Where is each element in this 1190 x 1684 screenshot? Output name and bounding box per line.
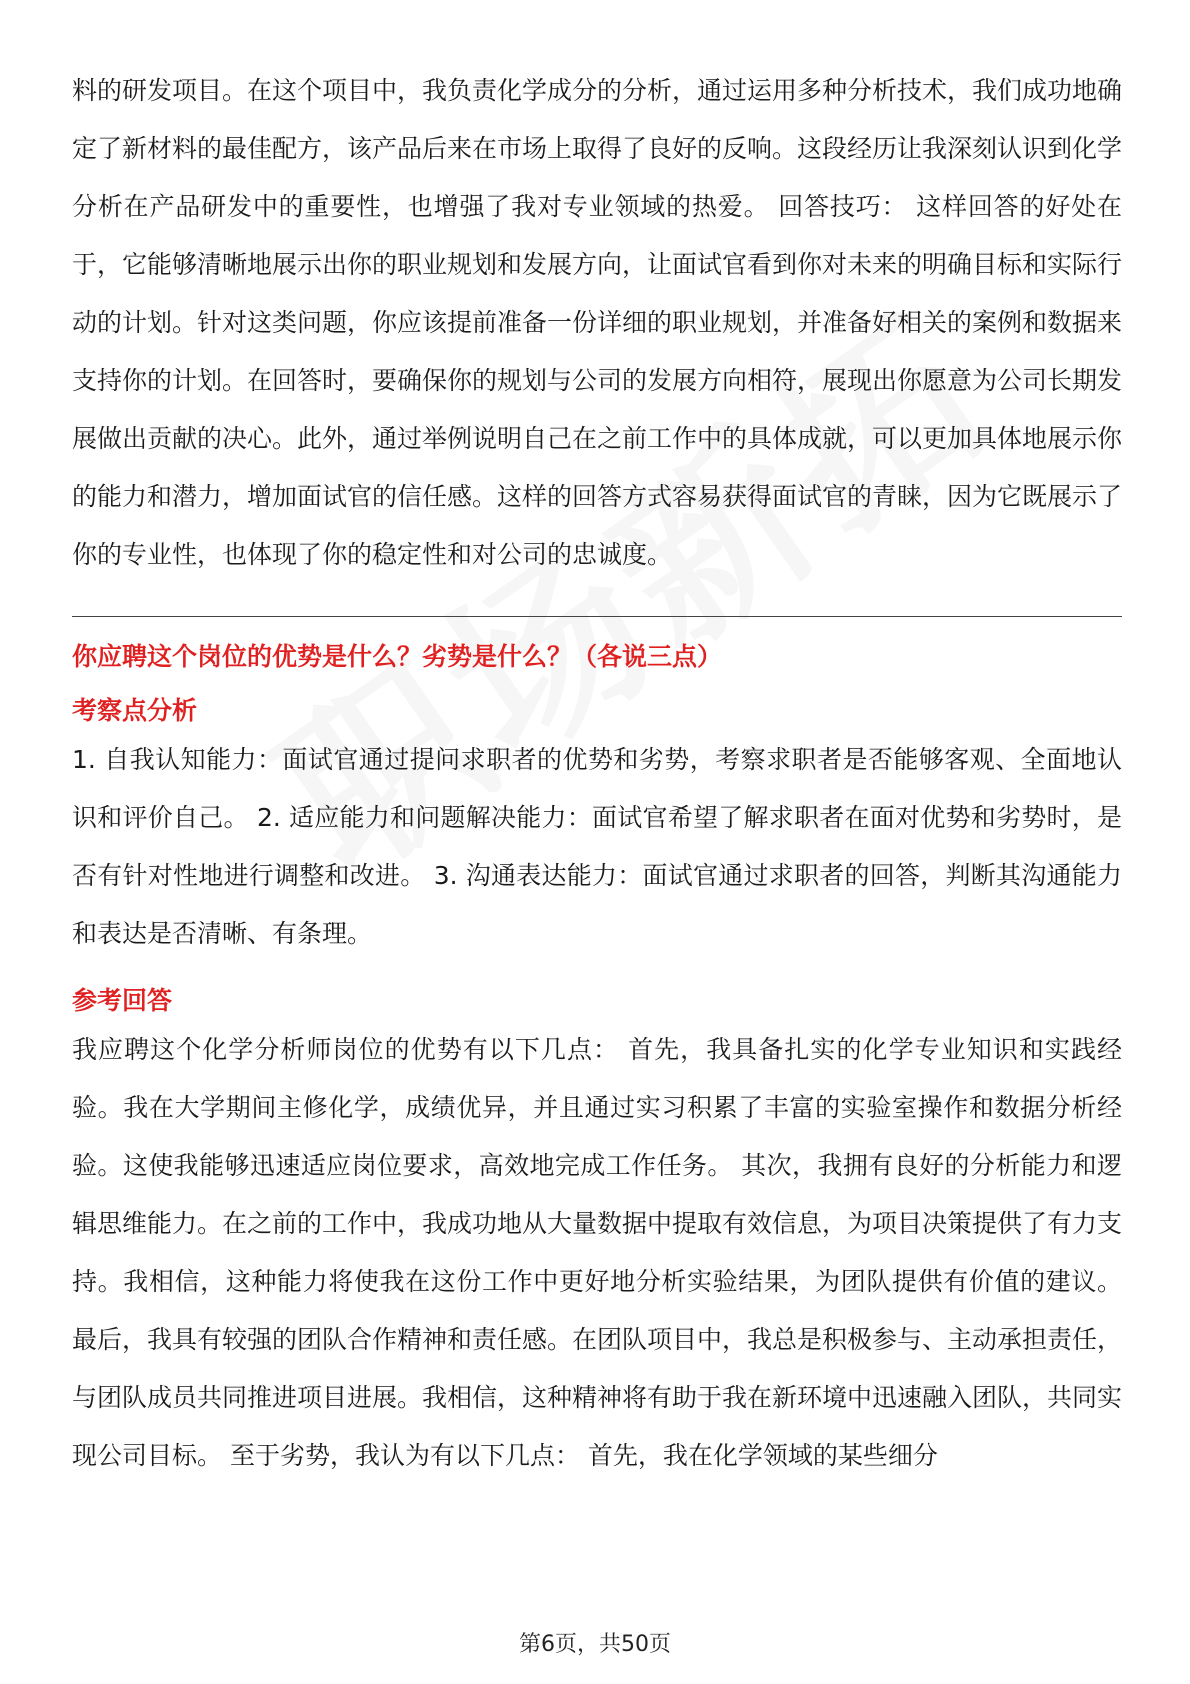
question-heading: 你应聘这个岗位的优势是什么？劣势是什么？（各说三点） (72, 642, 723, 671)
analysis-title: 考察点分析 (72, 696, 198, 725)
page-content (72, 62, 1122, 1485)
section-divider (72, 616, 1122, 617)
page-number: 第6页，共50页 (519, 1632, 671, 1657)
intro-paragraph: 料的研发项目。在这个项目中，我负责化学成分的分析，通过运用多种分析技术，我们成功地确定了新材料的最佳配方，该产品后来在市场上取得了良好的反响。这段经历让我深刻认识到化学分析在产品研发中的重要性，也增强了我对专业领域的热爱。 回答技巧： 这样回答的好处在于，它能够清晰地展示出你的职业规划和发展方向，让面试官看到你对未来的明确目标和实际行动的计划。针对这类问题，你应该提前准备一份详细的职业规划，并准备好相关的案例和数据来支持你的计划。在回答时，要确保你的规划与公司的发展方向相符，展现出你愿意为公司长期发展做出贡献的决心。此外，通过举例说明自己在之前工作中的具体成就，可以更加具体地展示你的能力和潜力，增加面试官的信任感。这样的回答方式容易获得面试官的青睐，因为它既展示了你的专业性，也体现了你的稳定性和对公司的忠诚度。 (72, 76, 1123, 569)
analysis-body: 1. 自我认知能力：面试官通过提问求职者的优势和劣势，考察求职者是否能够客观、全面地认识和评价自己。 2. 适应能力和问题解决能力：面试官希望了解求职者在面对优势和劣势时，是否有针对性地进行调整和改进。 3. 沟通表达能力：面试官通过求职者的回答，判断其沟通能力和表达是否清晰、有条理。 (72, 745, 1122, 948)
answer-title: 参考回答 (72, 986, 173, 1015)
answer-body: 我应聘这个化学分析师岗位的优势有以下几点： 首先，我具备扎实的化学专业知识和实践经验。我在大学期间主修化学，成绩优异，并且通过实习积累了丰富的实验室操作和数据分析经验。这使我能够迅速适应岗位要求，高效地完成工作任务。 其次，我拥有良好的分析能力和逻辑思维能力。在之前的工作中，我成功地从大量数据中提取有效信息，为项目决策提供了有力支持。我相信，这种能力将使我在这份工作中更好地分析实验结果，为团队提供有价值的建议。 最后，我具有较强的团队合作精神和责任感。在团队项目中，我总是积极参与、主动承担责任，与团队成员共同推进项目进展。我相信，这种精神将有助于我在新环境中迅速融入团队，共同实现公司目标。 至于劣势，我认为有以下几点： 首先，我在化学领域的某些细分 (72, 1035, 1123, 1470)
